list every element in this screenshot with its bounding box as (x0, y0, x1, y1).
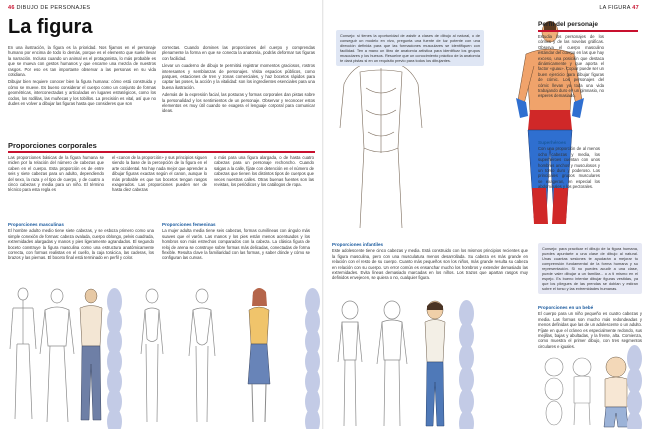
child-proportions-text: Este adolescente tiene cinco cabezas y media. Está construido con los mismos principios recientes que la figura masculina, pero con una musculatura menos desarrollada. Su cabeza es más grande en relación con el resto de su cuerpo. Cuanto más pequeños son los niños, más grande resulta su cabeza en relación con su cuerpo. Un error común es ensanchar mucho los hombros y extender demasiado las extremidades. Evita líneas demasiado marcadas en los niños. Los trazos que apartan rasgos muy definidos envejecen, se quiera o no, cualquier figura. (332, 248, 528, 281)
intro-column-1 (8, 45, 156, 108)
right-page-number: 47 (632, 5, 639, 11)
proportions-col-1: Las proporciones básicas de la figura humana se miden por la relación del número de cabezas que caben en el cuerpo. Esta proporción es de entre seis y siete cabezas para un adulto, dependiendo del sexo, la raza y el tipo de cuerpo, y de cuatro a cinco cabezas y media para un niño. El término técnico para esta regla es (8, 155, 104, 193)
baby-figure-sketches (542, 355, 637, 429)
anatomy-tip-box (336, 30, 484, 66)
character-profile-rule (538, 30, 638, 32)
intro-paragraph-1: En una ilustración, la figura es la prioridad. Nos fijamos en el personaje humano por encima de todo lo demás, porque es el elemento que suele llevar la narración. Incluso cuando un animal es el protagonista, lo más probable es que se mueva con gestos humanos y que encarne una mezcla de nuestros rasgos. Por eso es tan importante observar a las personas en su vida cotidiana. (8, 45, 156, 78)
female-proportions-block (162, 222, 310, 261)
intro-paragraph-4: Llevar un cuaderno de dibujo te permitirá registrar momentos graciosos, rostros interesantes y semblanzas de personajes. Visita espacios públicos, como parques, estaciones de tren y zonas comerciales, y haz bocetos rápidos para captar las poses, la acción y la vitalidad: son los ingredientes esenciales para una buena ilustración. (162, 63, 315, 90)
left-header-text: DIBUJO DE PERSONAJES (16, 5, 91, 11)
child-proportions-heading: Proporciones infantiles (332, 242, 384, 247)
anatomy-tip-text: Consejo: si tienes la oportunidad de asistir a clases de dibujo al natural, o de conseguir un modelo en vivo, pregunta una fuente de luz potente con una dirección definida para que las formaciones musculares se identifiquen con facilidad. Ten a mano un libro de anatomía artística para identificar los grupos musculares y los huesos. Resuelve que un conocimiento práctico de la anatomía te dará pistas si en un requisito previo para todos los dibujantes. (340, 33, 480, 63)
baby-proportions-heading: Proporciones en un bebé (538, 305, 594, 310)
right-page (324, 0, 647, 429)
female-proportions-heading: Proporciones femeninas (162, 222, 216, 227)
left-page-number: 46 (8, 5, 15, 11)
superheroes-block (538, 140, 600, 190)
proportions-heading: Proporciones corporales (8, 141, 97, 150)
left-page-header (8, 5, 90, 11)
proportions-col-2: el «canon de la proporción» y sus principios siguen siendo la base de la percepción de la figura en el arte occidental. No hay nada mejor que aprender a dibujar figuras exactas según el canon, aunque lo más probable es que tus bocetos tengan rasgos exagerados. Las proporciones pueden ser de hasta diez cabezas (112, 155, 207, 193)
character-profile-heading: Perfil del personaje (538, 21, 598, 28)
intro-paragraph-3: correctas. Cuando domines las proporciones del cuerpo y comprendas plenamente la forma en que se conecta la anatomía, podrás deformar tus figuras con facilidad. (162, 45, 315, 61)
proportions-col-3: o más para una figura alargada, o de hasta cuatro cabezas para un personaje rechoncho. Cuando salgas a la calle, fíjate con detención en el número de cabezas que tienen los distintos tipos de cuerpos que veces nuestras calles. Otras buenas fuentes son las revistas, los periódicos y los catálogos de ropa. (214, 155, 314, 188)
right-page-header (599, 5, 639, 11)
superheroes-text: Con una proporción de al menos ocho cabezas y media, los superhéroes cuentan con unos hombros anchos y musculosos y un torso duro y poderoso. Los principales grupos musculares se exageran, en especial los abdominales y los pectorales. (538, 146, 600, 190)
drawing-class-tip-box (538, 243, 642, 294)
male-proportions-block (8, 222, 154, 261)
baby-proportions-block (538, 305, 642, 349)
intro-paragraph-2: Dibujar bien requiere conocer bien la figura humana: cómo está construida y cómo se mueve. Es bueno considerar el cuerpo como un conjunto de formas geométricas, interconectadas y articuladas en lugares estratégicos, como los codos, los rodillas, las muñecas y los tobillos. La precisión es vital, así que no dudes en volver a dibujar las figuras hasta que consideres que son (8, 79, 156, 107)
intro-column-2 (162, 45, 315, 116)
child-figure-sketches (332, 296, 457, 429)
character-profile-text: Estudia los personajes de los cómics y de las novelas gráficas. Observa el cuerpo masculino estándar del cuerpo en las que hay exceso, una posición que destaca dinámicamente y que aporta el factor «guau». Copiar puede ser un buen ejercicio para dibujar figuras de cómic. Los personajes del cómic llevan ya toda una vida trabajando duro en un gimnasio, no esperes demasiado. (538, 34, 604, 99)
male-proportions-text: El hombre adulto medio tiene siete cabezas, y se esboza primero como una simple conexión de formas: cabeza ovalada, cuerpo oblongo, pelvis cuadrada, extremidades alargadas y manos y pies ligeramente agrandados. El segundo boceto construye la figura masculina como una estructura anatómicamente correcta, con formas realistas en el cuello, la caja torácica, las caderas, los brazos y las piernas. El boceto final está terminado en perfil y color. (8, 228, 154, 261)
superheroes-heading: Superhéroes (538, 140, 567, 145)
male-figure-sketches (5, 284, 105, 429)
child-proportions-block (332, 242, 528, 281)
male-proportions-heading: Proporciones masculinas (8, 222, 64, 227)
right-header-text: LA FIGURA (599, 5, 631, 11)
female-figure-sketches (127, 284, 305, 429)
proportions-rule (8, 151, 315, 153)
female-proportions-text: La mujer adulta media tiene seis cabezas, formas curvilíneas con ángulo más suaves que el varón. Las manos y los pies están menos acentuados y los hombros son más estrechos comparados con la cabeza. La clásica figura de reloj de arena se construye sobre formas más delicadas, conectadas de forma flexible. Resulta clave la familiaridad con las formas, y saber dónde y cómo se configuran las curvas. (162, 228, 310, 261)
intro-paragraph-5: Además de la expresión facial, las posturas y formas corporales dan pistas sobre la personalidad y los sentimientos de un personaje. Observar y reconocer estos elementos es muy útil cuando se exagera el lenguaje corporal para comunicar ideas. (162, 92, 315, 114)
left-page (0, 0, 323, 429)
baby-proportions-text: El cuerpo para un niño pequeño es cuatro cabezas y media. Las formas son mucho más redondeadas y menos definidas que las de un adolescente o un adulto. Fíjate en que el cráneo es especialmente redondo, sus mejillas, bajas y abultadas, y la frente, alta. Comienza, como muestra el primer dibujo, con tres segmentos circulares e iguales. (538, 311, 642, 349)
page-title: La figura (8, 16, 93, 38)
drawing-class-tip-text: Consejo: para practicar el dibujo de la figura humana, puedes apuntarte a una clase de dibujo al natural. Unas cuantas sesiones te ayudarán a mejorar tu comprensión fundamental de la forma humana y su representación. Si no puedes acudir a una clase, puede valer dibujar a un familiar... o a ti mismo en el espejo. Es bueno intentar dibujar figuras vestidas, ya que los pliegues de las prendas se doblan y estiran sobre el torso y las extremidades humanas. (542, 246, 638, 291)
